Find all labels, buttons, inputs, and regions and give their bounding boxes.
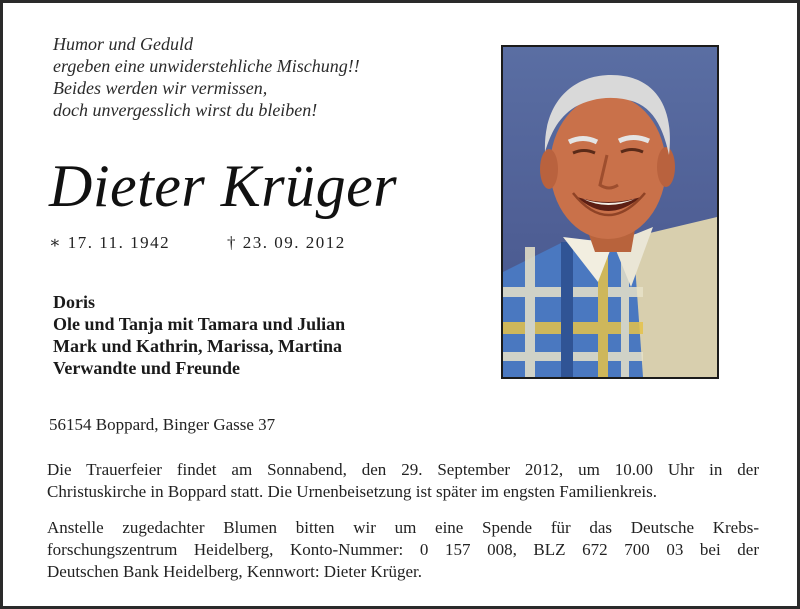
- verse-line: ergeben eine unwiderstehliche Mischung!!: [53, 56, 360, 76]
- mourner-line: Verwandte und Freunde: [53, 358, 241, 378]
- donation-paragraph: [47, 517, 759, 583]
- ceremony-line: Christuskirche in Boppard statt. Die Urnenbeisetzung ist später im engsten Familienkreis.: [47, 482, 657, 501]
- death-date: † 23. 09. 2012: [227, 233, 346, 252]
- verse-line: Beides werden wir vermissen,: [53, 78, 268, 98]
- birth-date: ∗ 17. 11. 1942: [49, 233, 171, 252]
- family-address: 56154 Boppard, Binger Gasse 37: [49, 415, 276, 434]
- donation-line: forschungszentrum Heidelberg, Konto-Nummer: 0 157 008, BLZ 672 700 03 bei der: [47, 540, 759, 559]
- mourner-line: Ole und Tanja mit Tamara und Julian: [53, 314, 346, 334]
- verse-line: doch unvergesslich wirst du bleiben!: [53, 100, 318, 120]
- deceased-name: Dieter Krüger: [49, 153, 398, 219]
- life-dates: [49, 233, 346, 253]
- verse-line: Humor und Geduld: [53, 34, 193, 54]
- mourners-list: [53, 291, 345, 379]
- memorial-verse: [53, 33, 360, 121]
- donation-line: Deutschen Bank Heidelberg, Kennwort: Dieter Krüger.: [47, 562, 422, 581]
- portrait-illustration: [503, 47, 717, 377]
- portrait-photo: [501, 45, 719, 379]
- ceremony-line: Die Trauerfeier findet am Sonnabend, den 29. September 2012, um 10.00 Uhr in der: [47, 460, 759, 479]
- ceremony-paragraph: [47, 459, 759, 503]
- donation-line: Anstelle zugedachter Blumen bitten wir um eine Spende für das Deutsche Krebs-: [47, 518, 759, 537]
- mourner-line: Doris: [53, 292, 95, 312]
- mourner-line: Mark und Kathrin, Marissa, Martina: [53, 336, 343, 356]
